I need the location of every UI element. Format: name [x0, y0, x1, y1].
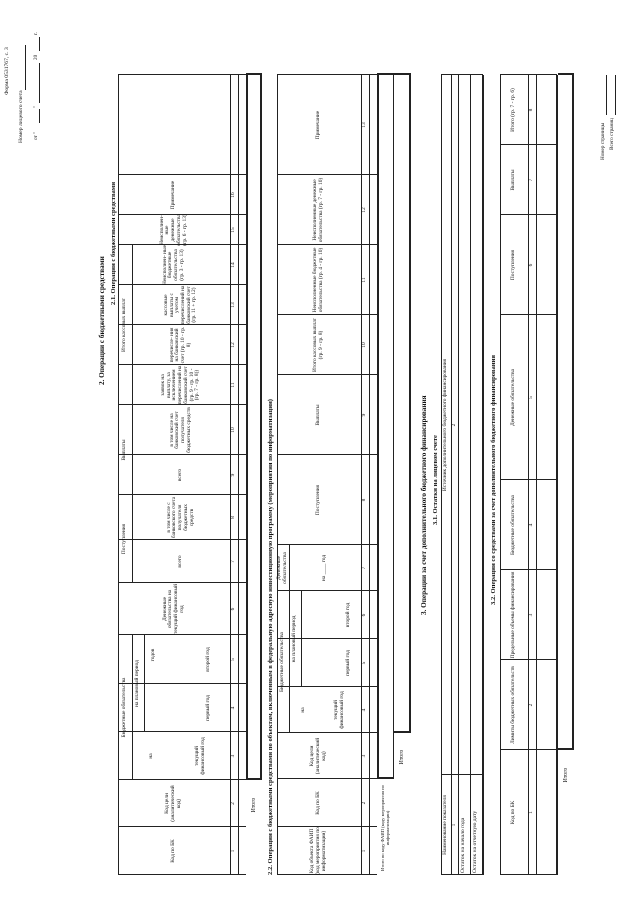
col-num: 14 — [230, 262, 237, 268]
col-num: 8 — [230, 516, 237, 519]
col-num: 4 — [528, 523, 535, 527]
col-bo: Бюджетные обязательства — [121, 677, 128, 738]
col-num: 1 — [528, 811, 535, 814]
col-goal: Код цели (аналитический код) — [164, 785, 182, 822]
col-num: 11 — [230, 382, 237, 388]
col-num: 5 — [528, 396, 535, 399]
col-num: 12 — [361, 207, 368, 213]
account-label: Номер лицевого счета — [18, 90, 24, 143]
form-code: Форма 0531767, с. 3 — [4, 47, 10, 95]
col-num: 8 — [528, 108, 535, 112]
section-2-2-title: 2.2. Операции с бюджетными средствами по объектам, включенным в федеральную адресную инвестиционную программу (мероприятия по информатизации) — [267, 399, 274, 875]
table-3-1: Наименование показателя Источник дополнительного бюджетного финансирования 1 2 Остаток на начало года Остаток на отчетную дату — [441, 75, 483, 875]
col-num: 4 — [230, 706, 237, 710]
table-3-2-total: Итого — [558, 75, 574, 875]
row-report-balance: Остаток на отчетную дату — [472, 810, 478, 873]
col-num: 6 — [528, 263, 535, 267]
row-opening-balance: Остаток на начало года — [460, 817, 466, 873]
col-num: 5 — [230, 658, 237, 661]
table-2-1-total: Итого — [246, 75, 262, 875]
col-num: 16 — [230, 192, 237, 198]
table-2-2-totals: Итого по коду ФАИП (коду мероприятия по информатизации) Итого — [377, 75, 412, 875]
section-3-1-title: 3.1. Остатки на лицевом счете — [432, 435, 439, 525]
page-count-label: Всего страниц — [609, 118, 615, 150]
col-num: 12 — [230, 342, 237, 348]
section-3-2-title: 3.2. Операции со средствами за счет дополнительного бюджетного финансирования — [490, 355, 497, 605]
col-num: 3 — [361, 754, 368, 758]
col-num: 15 — [230, 227, 237, 233]
col-num: 7 — [230, 560, 237, 563]
table-2-1: Код по БК Код цели (аналитический код) Бюджетные обязательства на текущий финансовый год на плановый период годов первый год второй год Денежные обязательства на текущий финансовый год Поступления всего в том числе с банковского счета получателя бюджетных средств Выплаты всего в том числе на банковский счет получателя бюджетных средств Итого кассовых выплат заявок на выплату, за исключением перечислений на банковский счет (гр. 9 - гр. 10 - (гр. 7 - гр. 8)) перечисле- ния на банковский счет (гр. 10 - гр. 8) кассовые выплаты с учетом перечислений на банковский счет (гр. 11 + гр. 12) Неисполнен- ные бюджетные обязательства (гр. 3 - гр. 13) Неисполнен- ные денежные обязательства (гр. 6 - гр. 13) Примечание 1 2 3 4 5 6 7 8 9 10 11 12 13 14 15 16 — [118, 75, 246, 875]
col-num: 9 — [361, 413, 368, 417]
col-kbk: Код по БК — [170, 839, 177, 863]
col-num: 7 — [361, 566, 368, 570]
section-2-1-title: 2.1. Операции с бюджетными средствами — [110, 181, 117, 305]
col-num: 6 — [361, 613, 368, 617]
table-3-2: Код по БК Лимиты бюджетных обязательств Предельные объемы финансирования Бюджетные обязательства Денежные обязательства Поступления Выплаты Итого (гр. 7 - гр. 6) 1 2 3 4 5 6 7 8 — [500, 75, 558, 875]
col-num: 5 — [361, 661, 368, 665]
col-num: 1 — [230, 849, 237, 853]
col-money: Денежные обязательства на текущий финансовый год — [161, 584, 185, 634]
col-num: 6 — [230, 607, 237, 611]
col-num: 10 — [361, 342, 368, 348]
col-num: 2 — [361, 801, 368, 805]
date-from: от " — [33, 131, 39, 140]
col-num: 7 — [528, 178, 535, 182]
col-num: 3 — [230, 754, 237, 758]
section-2-title: 2. Операции с бюджетными средствами — [98, 256, 106, 385]
section-3-title: 3. Операции за счет дополнительного бюджетного финансирования — [420, 395, 428, 615]
col-num: 4 — [361, 708, 368, 712]
col-num: 3 — [528, 613, 535, 617]
col-num: 11 — [361, 277, 368, 283]
page-number-label: Номер страницы — [600, 122, 606, 160]
col-num: 8 — [361, 498, 368, 502]
table-2-2: Код объекта ФАИП (код мероприятия по информатизации) Код по БК Код цели (аналитический код) Бюджетные обязательства на текущий финансовый год на плановый период первый год второй год Денежные обязательства на ____ год Поступления Выплаты Итого кассовых выплат (гр. 9 - гр. 8) Неисполненные бюджетные обязательства (гр. 4 - гр. 10) Неисполненные денежные обязательства (гр. 7 - гр. 10) Примечание 1 2 3 4 5 6 7 8 9 10 11 12 13 — [277, 75, 377, 875]
col-num: 10 — [230, 427, 237, 433]
col-num: 1 — [361, 849, 368, 853]
col-num: 2 — [528, 703, 535, 707]
rotated-form: Форма 0531767, с. 3 Номер лицевого счета от " " 20 г. 2. Операции с бюджетными средствами 2.1. Операции с бюджетными средствами Код по БК Код цели (аналитический код) Бюджетные обязательства на текущий финансовый год на плановый период годов первый год второй год Денежные обязательства на текущий финансовый год Поступления всего в том числе с банковского счета получателя бюджетных средств Выплаты всего в том числе на банковский счет получателя бюджетных средств Итого кассовых выплат заявок на выплату, за исключением перечислений на банковский счет (гр. 9 - гр. 10 - (гр. 7 - гр. 8)) перечисле- ния на банковский счет (гр. 10 - гр. 8) кассовые выплаты с учетом перечислений на банковский счет (гр. 11 + гр. 12) Неисполнен- ные бюджетные обязательства (гр. 3 - гр. 13) Неисполнен- ные денежные обязательства (гр. 6 - гр. 13) Примечание 1 2 3 4 5 6 7 8 9 10 11 12 13 14 15 16 Итого 2.2. Операции с бюджетными средствами по объектам, включенным в федеральную адресную инвестиционную программу (мероприятия по информатизации) Код объекта ФАИП (код мероприятия по информатизации) Код по БК Код цели (аналитический код) Бюджетные обязательства на текущий финансовый год на плановый период первый год второй год Денежные обязательства на ____ год Поступления Выплаты Итого кассовых выплат (гр. 9 - гр. 8) Неисполненные бюджетные обязательства (гр. 4 - гр. 10) Неисполненные денежные обязательства (гр. 7 - гр. 10) Примечание 1 2 3 4 5 6 7 8 9 10 11 12 13 Итого по коду ФАИП (коду мероприятия по информатизации) Итого 3. Операции за счет дополнительного бюджетного финансирования 3.1. Остатки на лицевом счете Наименование показателя Источник дополнительного бюджетного финансирования 1 2 Остаток на начало года Остаток на отчетную дату 3.2. Операции со средствами за счет дополнительного бюджетного финансирования Код по БК Лимиты бюджетных обязательств Предельные объемы финансирования Бюджетные обязательства Денежные обязательства Поступления Выплаты Итого (гр. 7 - гр. 6) 1 2 3 4 5 6 7 8 Итого Номер страницы Всего страниц — [4, 32, 615, 875]
col-num: 2 — [230, 802, 237, 805]
col-num: 13 — [230, 302, 237, 308]
col-num: 9 — [230, 473, 237, 477]
col-num: 13 — [361, 122, 368, 128]
